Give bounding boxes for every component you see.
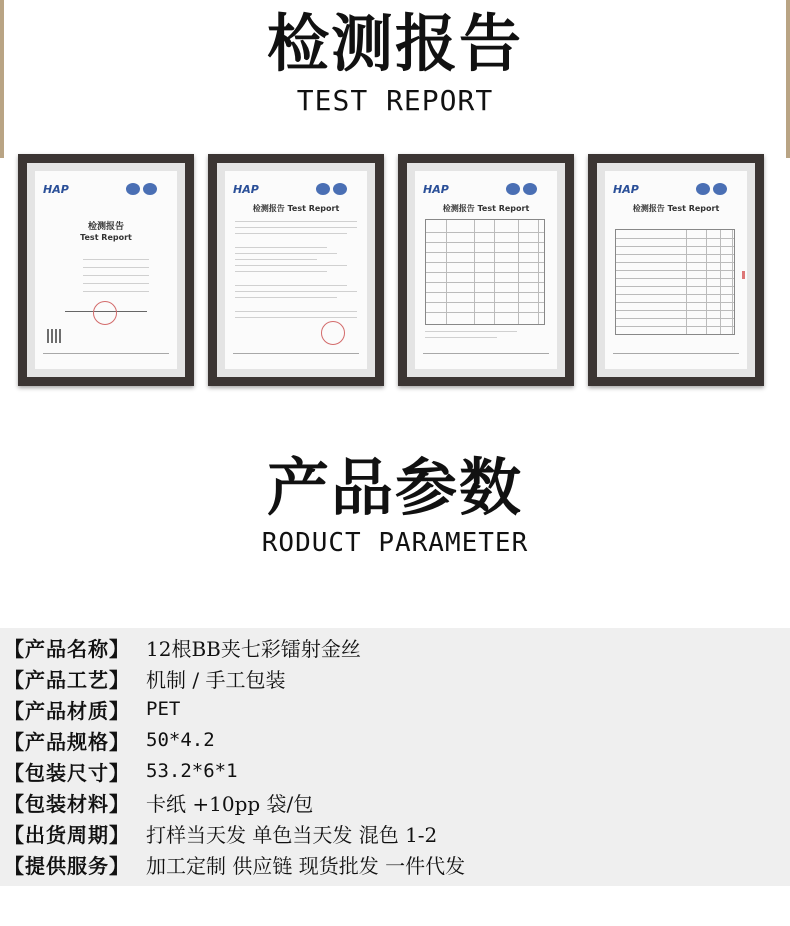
certificate-document-3: [415, 171, 557, 369]
test-report-subtitle: TEST REPORT: [296, 84, 494, 117]
qr-code: [47, 329, 61, 343]
certificate-title: 检测报告: [87, 222, 124, 232]
param-row-services: [4, 849, 465, 879]
param-label: 【提供服务】: [4, 853, 130, 878]
param-label: 【产品材质】: [4, 698, 130, 723]
accreditation-badges: [506, 183, 537, 195]
param-label: 【产品名称】: [4, 636, 130, 661]
seal-stamp: [321, 321, 345, 345]
param-label: 【包装材料】: [4, 791, 130, 816]
certificate-document-1: [35, 171, 177, 369]
certificate-title: 检测报告 Test Report: [442, 204, 530, 213]
hap-logo: HAP: [423, 183, 449, 196]
param-row-name: [4, 632, 361, 662]
hap-logo: HAP: [613, 183, 639, 196]
param-row-spec: [4, 725, 215, 755]
certificate-frame-3: [398, 154, 574, 386]
certificate-subtitle: Test Report: [80, 233, 132, 242]
param-value: 53.2*6*1: [146, 760, 238, 782]
accreditation-badges: [316, 183, 347, 195]
seal-stamp: [93, 301, 117, 325]
param-value: 加工定制 供应链 现货批发 一件代发: [146, 853, 466, 878]
param-label: 【产品规格】: [4, 729, 130, 754]
param-row-lead-time: [4, 818, 437, 848]
param-row-process: [4, 663, 285, 693]
accreditation-badges: [696, 183, 727, 195]
certificate-frame-4: [588, 154, 764, 386]
param-row-package-size: [4, 756, 238, 786]
param-label: 【产品工艺】: [4, 667, 130, 692]
certificate-document-2: [225, 171, 367, 369]
param-value: 50*4.2: [146, 729, 215, 751]
product-parameter-subtitle: RODUCT PARAMETER: [261, 528, 529, 558]
certificate-document-4: [605, 171, 747, 369]
results-table: [425, 219, 545, 325]
param-label: 【包装尺寸】: [4, 760, 130, 785]
product-parameter-title: 产品参数: [266, 451, 523, 524]
param-value: PET: [146, 698, 181, 720]
certificate-frame-2: [208, 154, 384, 386]
accreditation-badges: [126, 183, 157, 195]
certificate-title: 检测报告 Test Report: [632, 204, 720, 213]
param-value: 12根BB夹七彩镭射金丝: [146, 636, 361, 661]
test-report-title: 检测报告: [266, 7, 523, 80]
param-row-material: [4, 694, 180, 724]
results-table: [615, 229, 735, 335]
parameter-panel: [0, 628, 790, 886]
hap-logo: HAP: [233, 183, 259, 196]
param-value: 卡纸 +10pp 袋/包: [146, 791, 314, 816]
param-label: 【出货周期】: [4, 822, 130, 847]
param-value: 机制 / 手工包装: [146, 667, 286, 692]
certificate-frame-1: [18, 154, 194, 386]
param-value: 打样当天发 单色当天发 混色 1-2: [146, 822, 438, 847]
certificate-title: 检测报告 Test Report: [252, 204, 340, 213]
hap-logo: HAP: [43, 183, 69, 196]
param-row-package-material: [4, 787, 313, 817]
